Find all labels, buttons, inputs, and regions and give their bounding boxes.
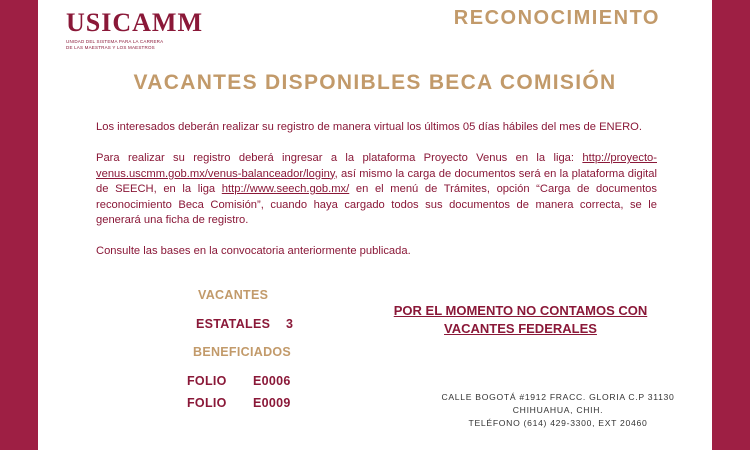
p2-text-1: Para realizar su registro deberá ingresar a la plataforma Proyecto Venus en la liga: xyxy=(96,152,583,164)
federal-note-line2: VACANTES FEDERALES xyxy=(444,321,597,336)
estatales-count: 3 xyxy=(286,317,294,331)
header-title: RECONOCIMIENTO xyxy=(453,7,660,29)
federal-vacancies-note xyxy=(378,302,663,338)
page-title: VACANTES DISPONIBLES BECA COMISIÓN xyxy=(133,71,617,94)
beneficiados-heading: BENEFICIADOS xyxy=(193,345,292,359)
folio-value: E0009 xyxy=(253,396,291,410)
address-street: CALLE BOGOTÁ #1912 FRACC. GLORIA C.P 31130 xyxy=(441,392,675,402)
announcement-body xyxy=(96,120,657,275)
venus-platform-link[interactable]: http://proyecto-venus.uscmm.gob.mx/venus-balanceador/loginy xyxy=(96,152,657,180)
seech-link[interactable]: http://www.seech.gob.mx/ xyxy=(221,183,350,195)
logo-subtitle xyxy=(66,39,203,50)
contact-address xyxy=(413,391,703,430)
vacancies-heading: VACANTES xyxy=(198,288,269,302)
logo-wordmark: USICAMM xyxy=(66,8,203,37)
address-phone: TELÉFONO (614) 429-3300, EXT 20460 xyxy=(468,418,648,428)
document-page xyxy=(38,0,712,450)
logo-subtitle-line2: DE LAS MAESTRAS Y LOS MAESTROS xyxy=(66,44,155,50)
p2-text-3: en el menú de Trámites, opción “Carga de documentos reconocimiento Beca Comisión”, cuando haya cargado todos sus documentos de manera correcta, se le generará una ficha de registro. xyxy=(96,183,657,226)
folio-label: FOLIO xyxy=(187,396,227,410)
usicamm-logo xyxy=(66,10,203,50)
paragraph-registration-instructions xyxy=(96,151,657,229)
paragraph-consult-bases: Consulte las bases en la convocatoria anteriormente publicada. xyxy=(96,245,411,257)
estatales-label: ESTATALES xyxy=(196,317,271,331)
folio-label: FOLIO xyxy=(187,374,227,388)
paragraph-registration-period: Los interesados deberán realizar su registro de manera virtual los últimos 05 días hábiles del mes de ENERO. xyxy=(96,121,642,133)
logo-subtitle-line1: UNIDAD DEL SISTEMA PARA LA CARRERA xyxy=(66,39,164,44)
folio-value: E0006 xyxy=(253,374,291,388)
federal-note-line1: POR EL MOMENTO NO CONTAMOS CON xyxy=(393,303,648,318)
p2-text-2: , así mismo la carga de documentos será en la plataforma digital de SEECH, en la liga xyxy=(96,167,657,195)
address-city: CHIHUAHUA, CHIH. xyxy=(512,405,604,415)
